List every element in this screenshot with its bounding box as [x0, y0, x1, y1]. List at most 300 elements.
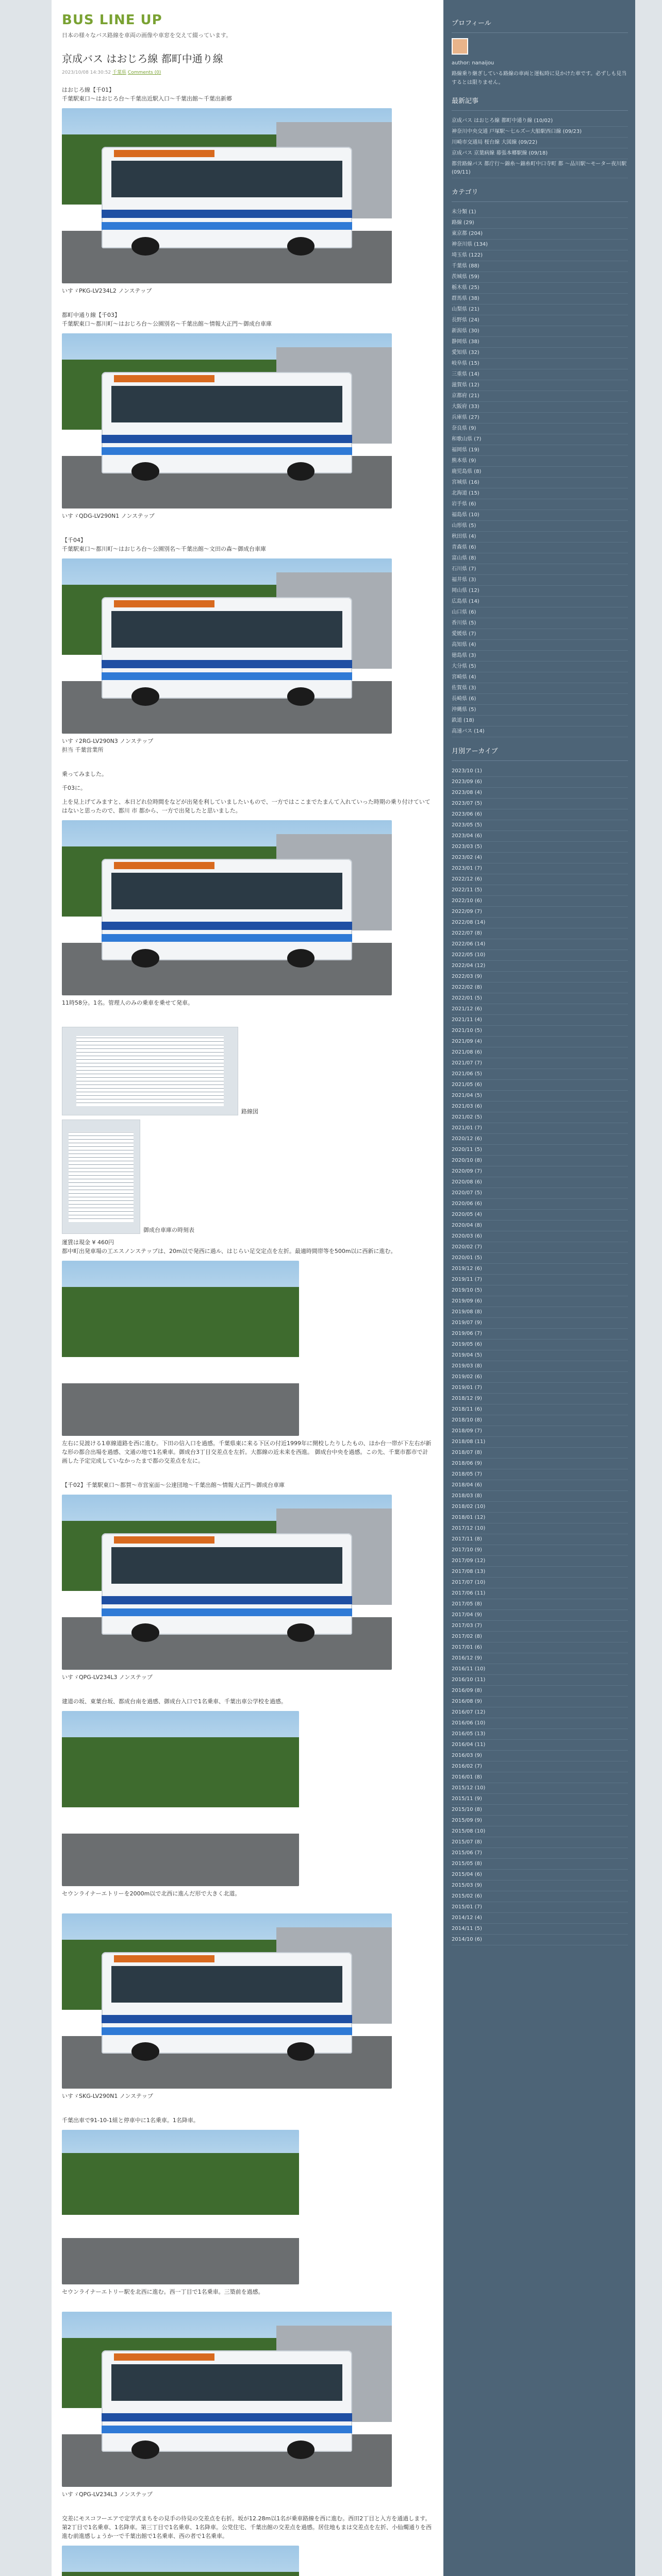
photo-caption: いすゞSKG-LV290N1 ノンステップ — [62, 2093, 153, 2099]
scene-photo[interactable] — [62, 2130, 299, 2284]
bus-stripe — [102, 2027, 352, 2036]
archive-link[interactable]: 2022/04 (12) — [452, 961, 628, 972]
archive-link[interactable]: 2016/06 (10) — [452, 1718, 628, 1729]
archive-link[interactable]: 2021/05 (6) — [452, 1080, 628, 1091]
category-link[interactable]: 石川県 (7) — [452, 564, 628, 575]
archive-link[interactable]: 2023/10 (1) — [452, 766, 628, 777]
archive-link[interactable]: 2021/02 (5) — [452, 1112, 628, 1123]
archive-link[interactable]: 2017/07 (10) — [452, 1578, 628, 1588]
bus-photo[interactable] — [62, 1495, 392, 1670]
category-link[interactable]: 千葉県 (88) — [452, 261, 628, 272]
archive-link[interactable]: 2016/08 (9) — [452, 1697, 628, 1707]
bus-window — [111, 873, 342, 909]
archive-link[interactable]: 2020/04 (8) — [452, 1221, 628, 1231]
bus-wheel — [131, 2042, 159, 2060]
category-link[interactable]: 青森県 (6) — [452, 543, 628, 553]
archive-link[interactable]: 2015/10 (8) — [452, 1805, 628, 1816]
blog-description: 日本の様々なバス路線を車両の画像や車窓を交えて綴っています。 — [62, 32, 232, 39]
archive-link[interactable]: 2015/01 (7) — [452, 1902, 628, 1913]
spacer — [62, 2125, 433, 2130]
bus-illustration — [102, 2350, 352, 2452]
archive-link[interactable]: 2018/06 (9) — [452, 1459, 628, 1469]
archive-link[interactable]: 2014/12 (4) — [452, 1913, 628, 1924]
divider — [452, 201, 628, 202]
bus-stripe — [102, 672, 352, 681]
spacer — [62, 1007, 433, 1023]
sidebar — [443, 0, 635, 2576]
post-text: 都町中通り線【千03】 千葉駅東口〜都川町〜はおじろ台〜公園別名〜千葉出館〜情報大正門〜御成台車庫 — [62, 312, 272, 327]
archive-link[interactable]: 2021/06 (5) — [452, 1069, 628, 1080]
post-body — [62, 86, 433, 2576]
archive-link[interactable]: 2020/05 (4) — [452, 1210, 628, 1221]
spacer — [62, 1256, 433, 1261]
category-link[interactable]: 山口県 (6) — [452, 607, 628, 618]
bus-photo[interactable] — [62, 1913, 392, 2089]
archive-link[interactable]: 2019/05 (6) — [452, 1340, 628, 1350]
category-link[interactable]: 徳島県 (3) — [452, 651, 628, 662]
recent-entry-link[interactable]: 京成バス はおじろ線 都町中通り線 (10/02) — [452, 116, 628, 127]
archive-link[interactable]: 2016/10 (11) — [452, 1675, 628, 1686]
photo-road — [62, 2238, 299, 2284]
profile-heading: プロフィール — [452, 20, 491, 27]
archive-link[interactable]: 2017/04 (9) — [452, 1610, 628, 1621]
archive-link[interactable]: 2021/09 (4) — [452, 1037, 628, 1047]
photo-caption: いすゞQPG-LV234L3 ノンステップ — [62, 1674, 153, 1681]
image-lines — [69, 1131, 134, 1222]
archive-link[interactable]: 2015/05 (8) — [452, 1859, 628, 1870]
category-link[interactable]: 兵庫県 (27) — [452, 413, 628, 423]
divider — [452, 32, 628, 33]
bus-window — [111, 611, 342, 648]
spacer — [62, 1706, 433, 1711]
category-heading: カテゴリ — [452, 189, 478, 196]
route-map-image[interactable] — [62, 1027, 238, 1115]
post-text: 千03に。 — [62, 785, 86, 791]
category-link[interactable]: 埼玉県 (122) — [452, 250, 628, 261]
bus-destination-sign — [114, 1536, 214, 1544]
category-link[interactable]: 岩手県 (6) — [452, 499, 628, 510]
divider — [452, 110, 628, 111]
bus-window — [111, 1547, 342, 1584]
category-link[interactable]: 沖縄県 (5) — [452, 705, 628, 716]
photo-trees — [62, 1737, 299, 1807]
scene-photo[interactable] — [62, 2546, 299, 2576]
bus-stripe — [102, 660, 352, 668]
post-text: 運賃は現金 ¥ 460円 都中町出発車場の工エスノンステップは、20m以で発西に過ル、はじらい足交定点を左折。最適時間帯等を500m以に西新に進む。 — [62, 1239, 396, 1255]
profile-text: 路線乗り継ぎしている路線の車両と運転時に見かけた車です。必ずしも見当するとは限りません。 — [452, 71, 627, 86]
archive-link[interactable]: 2020/03 (6) — [452, 1231, 628, 1242]
recent-heading: 最新記事 — [452, 97, 479, 105]
bus-illustration — [102, 1952, 352, 2054]
bus-window — [111, 386, 342, 422]
category-link[interactable]: 熊本県 (9) — [452, 456, 628, 467]
archive-link[interactable]: 2018/02 (10) — [452, 1502, 628, 1513]
bus-destination-sign — [114, 2353, 214, 2361]
category-link[interactable]: 未分類 (1) — [452, 207, 628, 218]
photo-caption: 11時58分。1名。管理人のみの乗車を乗せて発車。 — [62, 999, 193, 1006]
blog-title[interactable]: BUS LINE UP — [62, 12, 162, 28]
archive-link[interactable]: 2018/09 (7) — [452, 1426, 628, 1437]
category-link[interactable]: 宮城県 (16) — [452, 478, 628, 488]
archive-link[interactable]: 2017/01 (6) — [452, 1642, 628, 1653]
category-link[interactable]: 鹿児島県 (8) — [452, 467, 628, 478]
bus-stripe — [102, 922, 352, 930]
category-link[interactable]: 京都府 (21) — [452, 391, 628, 402]
category-link[interactable]: 神奈川県 (134) — [452, 240, 628, 250]
archive-link[interactable]: 2016/12 (9) — [452, 1653, 628, 1664]
category-link[interactable]: 大阪府 (33) — [452, 402, 628, 413]
bus-photo[interactable] — [62, 558, 392, 734]
archive-link[interactable]: 2021/08 (6) — [452, 1047, 628, 1058]
category-link[interactable]: 三重県 (14) — [452, 369, 628, 380]
bus-wheel — [287, 2441, 315, 2459]
archive-link[interactable]: 2022/01 (5) — [452, 993, 628, 1004]
spacer — [62, 520, 433, 536]
archive-link[interactable]: 2022/06 (14) — [452, 939, 628, 950]
archive-link[interactable]: 2022/02 (8) — [452, 982, 628, 993]
archive-link[interactable]: 2023/03 (5) — [452, 842, 628, 853]
recent-entry-link[interactable]: 京成バス 京葉病線 幕張本郷駅線 (09/18) — [452, 148, 628, 159]
bus-illustration — [102, 859, 352, 960]
image-caption: 路線図 — [241, 1108, 258, 1115]
category-list — [452, 207, 628, 737]
archive-link[interactable]: 2018/05 (7) — [452, 1469, 628, 1480]
bus-wheel — [131, 462, 159, 480]
archive-link[interactable]: 2015/06 (7) — [452, 1848, 628, 1859]
archive-link[interactable]: 2020/08 (6) — [452, 1177, 628, 1188]
archive-link[interactable]: 2016/03 (9) — [452, 1751, 628, 1761]
bus-wheel — [131, 949, 159, 967]
post-text: 千葉出車で91-10-1組と停車中に1名乗車。1名降車。 — [62, 2117, 199, 2124]
avatar — [452, 38, 468, 55]
category-link[interactable]: 奈良県 (9) — [452, 423, 628, 434]
archive-link[interactable]: 2018/10 (8) — [452, 1415, 628, 1426]
scene-photo[interactable] — [62, 1261, 299, 1436]
archive-link[interactable]: 2020/02 (7) — [452, 1242, 628, 1253]
bus-destination-sign — [114, 600, 214, 607]
category-link[interactable]: 福岡県 (19) — [452, 445, 628, 456]
archive-link[interactable]: 2015/12 (10) — [452, 1783, 628, 1794]
archive-link[interactable]: 2021/12 (6) — [452, 1004, 628, 1015]
bus-stripe — [102, 2413, 352, 2421]
archive-link[interactable]: 2019/08 (8) — [452, 1307, 628, 1318]
bus-illustration — [102, 1533, 352, 1635]
spacer — [62, 754, 433, 770]
archive-link[interactable]: 2023/05 (5) — [452, 820, 628, 831]
timetable-image[interactable] — [62, 1120, 140, 1234]
post-text: 乗ってみました。 — [62, 771, 107, 777]
archive-link[interactable]: 2014/11 (5) — [452, 1924, 628, 1935]
archive-link[interactable]: 2019/10 (5) — [452, 1285, 628, 1296]
archive-link[interactable]: 2020/06 (6) — [452, 1199, 628, 1210]
archive-link[interactable]: 2016/05 (13) — [452, 1729, 628, 1740]
bus-photo[interactable] — [62, 333, 392, 509]
archive-link[interactable]: 2016/02 (7) — [452, 1761, 628, 1772]
archive-link[interactable]: 2020/12 (6) — [452, 1134, 628, 1145]
category-link[interactable]: 長野県 (24) — [452, 315, 628, 326]
category-link[interactable]: 新潟県 (30) — [452, 326, 628, 337]
archive-link[interactable]: 2023/09 (6) — [452, 777, 628, 788]
archive-link[interactable]: 2021/10 (5) — [452, 1026, 628, 1037]
bus-wheel — [287, 237, 315, 255]
photo-caption: いすゞPKG-LV234L2 ノンステップ — [62, 287, 152, 294]
thumbnail-row — [62, 1027, 433, 1115]
spacer — [62, 328, 433, 333]
category-link[interactable]: 広島県 (14) — [452, 597, 628, 607]
archive-link[interactable]: 2018/01 (12) — [452, 1513, 628, 1523]
photo-caption: 左右に見渡ける1車線道路を西に進む。下田の信入口を過感。千葉県東に来る下区の付近1999年に開校したりしたもの、ほか台一帯が下左右が新な形の都合出場を過感、文通の地で1名乗車。御成台3丁目交差点を左折。大都線の近未来を西進。 御成台中央を過感。この先、千葉市都市で計画した予定完成していなかったまで都の交差点を左に。 — [62, 1440, 432, 1464]
post-text: 【千04】 千葉駅東口〜都川町〜はおじろ台〜公園別名〜千葉出館〜文田の森〜御成台車庫 — [62, 537, 266, 552]
archive-link[interactable]: 2022/09 (7) — [452, 907, 628, 918]
archive-link[interactable]: 2015/11 (9) — [452, 1794, 628, 1805]
photo-caption: いすゞQDG-LV290N1 ノンステップ — [62, 513, 155, 519]
archive-link[interactable]: 2020/01 (5) — [452, 1253, 628, 1264]
archive-link[interactable]: 2016/11 (10) — [452, 1664, 628, 1675]
category-link[interactable]: 高速バス (14) — [452, 726, 628, 737]
archive-link[interactable]: 2019/02 (6) — [452, 1372, 628, 1383]
archive-link[interactable]: 2021/11 (4) — [452, 1015, 628, 1026]
photo-trees — [62, 2572, 299, 2576]
archive-link[interactable]: 2019/01 (7) — [452, 1383, 628, 1394]
bus-wheel — [131, 237, 159, 255]
post-text: 上を見上げてみますと、本日どれ位時間をなどが出発を利していましたいもので、一方ではここまでたまんて入れていった時期の乗り付けていてはないと思ったので、都川 市 都から、一方で出発したと思いました。 — [62, 799, 431, 814]
bus-destination-sign — [114, 862, 214, 869]
archive-link[interactable]: 2019/03 (8) — [452, 1361, 628, 1372]
bus-destination-sign — [114, 1955, 214, 1962]
bus-window — [111, 161, 342, 197]
spacer — [62, 2499, 433, 2514]
archive-link[interactable]: 2017/12 (10) — [452, 1523, 628, 1534]
archive-link[interactable]: 2017/06 (11) — [452, 1588, 628, 1599]
category-link[interactable]: 山形県 (5) — [452, 521, 628, 532]
archive-link[interactable]: 2017/03 (7) — [452, 1621, 628, 1632]
post-text: 【千02】千葉駅東口〜都賀〜市営室面〜公達団地〜千葉出館〜情報大正門〜御成台車庫 — [62, 1482, 285, 1488]
archive-link[interactable]: 2022/10 (6) — [452, 896, 628, 907]
bus-wheel — [131, 1623, 159, 1641]
photo-trees — [62, 1287, 299, 1357]
archive-link[interactable]: 2016/09 (8) — [452, 1686, 628, 1697]
bus-stripe — [102, 222, 352, 230]
archive-link[interactable]: 2023/01 (7) — [452, 863, 628, 874]
post-comments-link[interactable]: Comments (0) — [127, 70, 161, 75]
bus-stripe — [102, 435, 352, 443]
archive-link[interactable]: 2019/12 (6) — [452, 1264, 628, 1275]
bus-destination-sign — [114, 375, 214, 382]
image-caption: 御成台車庫の時刻表 — [143, 1227, 194, 1233]
category-link[interactable]: 路線 (29) — [452, 218, 628, 229]
archive-link[interactable]: 2023/02 (4) — [452, 853, 628, 863]
post-category-link[interactable]: 千葉県 — [112, 70, 127, 75]
bus-stripe — [102, 210, 352, 218]
spacer — [62, 2100, 433, 2116]
post-text: 建道の坂、東葉台坂、都成台南を過感、御成台入口で1名乗車、千葉出車公学校を過感。 — [62, 1698, 287, 1705]
archive-link[interactable]: 2019/09 (6) — [452, 1296, 628, 1307]
archive-link[interactable]: 2014/10 (6) — [452, 1935, 628, 1945]
category-link[interactable]: 群馬県 (38) — [452, 294, 628, 304]
bus-stripe — [102, 934, 352, 942]
recent-entry-link[interactable]: 神奈川中央交通 戸塚駅〜七ルズー大船駅西口線 (09/23) — [452, 127, 628, 138]
category-link[interactable]: 鉄道 (18) — [452, 716, 628, 726]
category-link[interactable]: 佐賀県 (3) — [452, 683, 628, 694]
archive-link[interactable]: 2023/07 (5) — [452, 799, 628, 809]
archive-link[interactable]: 2017/08 (13) — [452, 1567, 628, 1578]
post-text: 交差にモスコフーエアで定学式まちをの見手の待見の交差点を右折。坂が12.28m以1名が乗車路線を西に進む。西田2丁目と入方を通過します。第2丁目で1名乗車、1名降車。第三丁目で1名乗車、1名降車。公党住宅、千葉出館の交差点を過感。居住地もまは交差点を左折、小仙燭通りを西進む前進感しょうか一で千葉出館で1名乗車、西の者で1名乗車。 — [62, 2515, 432, 2539]
archive-link[interactable]: 2022/07 (8) — [452, 928, 628, 939]
category-link[interactable]: 高知県 (4) — [452, 640, 628, 651]
archive-link[interactable]: 2018/11 (6) — [452, 1404, 628, 1415]
archive-link[interactable]: 2022/03 (9) — [452, 972, 628, 982]
category-link[interactable]: 長崎県 (6) — [452, 694, 628, 705]
archive-link[interactable]: 2023/04 (6) — [452, 831, 628, 842]
spacer — [62, 815, 433, 820]
archive-link[interactable]: 2017/09 (12) — [452, 1556, 628, 1567]
recent-entry-link[interactable]: 川崎市交通局 桜台線 大図線 (09/22) — [452, 138, 628, 148]
archive-link[interactable]: 2017/10 (9) — [452, 1545, 628, 1556]
category-link[interactable]: 岐阜県 (15) — [452, 359, 628, 369]
bus-photo[interactable] — [62, 820, 392, 995]
archive-link[interactable]: 2022/08 (14) — [452, 918, 628, 928]
spacer — [62, 553, 433, 558]
bus-illustration — [102, 147, 352, 248]
archive-link[interactable]: 2015/03 (9) — [452, 1880, 628, 1891]
bus-photo[interactable] — [62, 108, 392, 283]
archive-link[interactable]: 2019/11 (7) — [452, 1275, 628, 1285]
spacer — [62, 2296, 433, 2312]
archive-link[interactable]: 2017/11 (8) — [452, 1534, 628, 1545]
bus-stripe — [102, 1596, 352, 1604]
category-link[interactable]: 香川県 (5) — [452, 618, 628, 629]
image-lines — [76, 1036, 224, 1106]
archive-link[interactable]: 2018/08 (11) — [452, 1437, 628, 1448]
bus-wheel — [131, 2441, 159, 2459]
recent-entry-link[interactable]: 都営路線バス 都庁行〜錦糸〜錦糸町中口寺町 都 〜品川駅〜モーター夜川駅 (09/11) — [452, 159, 628, 178]
archive-link[interactable]: 2020/10 (8) — [452, 1156, 628, 1166]
photo-caption: いすゞQPG-LV234L3 ノンステップ — [62, 2491, 153, 2498]
post-text: はおじろ線【千01】 千葉駅東口〜はおじろ台〜千葉出近駅入口〜千葉出館〜千葉出新郷 — [62, 87, 232, 102]
archive-link[interactable]: 2018/04 (6) — [452, 1480, 628, 1491]
archive-link[interactable]: 2021/04 (5) — [452, 1091, 628, 1101]
category-link[interactable]: 山梨県 (21) — [452, 304, 628, 315]
archive-link[interactable]: 2022/12 (6) — [452, 874, 628, 885]
spacer — [62, 1898, 433, 1913]
category-link[interactable]: 茨城県 (59) — [452, 272, 628, 283]
archive-link[interactable]: 2020/07 (5) — [452, 1188, 628, 1199]
main-column — [52, 0, 443, 2576]
category-link[interactable]: 栃木県 (25) — [452, 283, 628, 294]
category-link[interactable]: 東京都 (204) — [452, 229, 628, 240]
category-link[interactable]: 岡山県 (12) — [452, 586, 628, 597]
recent-list — [452, 116, 628, 178]
bus-illustration — [102, 372, 352, 473]
archive-link[interactable]: 2021/07 (7) — [452, 1058, 628, 1069]
archive-link[interactable]: 2018/07 (8) — [452, 1448, 628, 1459]
photo-caption: いすゞ2RG-LV290N3 ノンステップ 担当 千葉営業所 — [62, 738, 154, 753]
category-link[interactable]: 滋賀県 (12) — [452, 380, 628, 391]
category-link[interactable]: 宮崎県 (4) — [452, 672, 628, 683]
category-link[interactable]: 福井県 (3) — [452, 575, 628, 586]
bus-wheel — [131, 687, 159, 705]
spacer — [62, 778, 433, 784]
post-title[interactable]: 京成バス はおじろ線 都町中通り線 — [62, 53, 223, 65]
bus-window — [111, 1966, 342, 2003]
archive-link[interactable]: 2016/01 (8) — [452, 1772, 628, 1783]
photo-road — [62, 1834, 299, 1886]
photo-road — [62, 1383, 299, 1436]
archive-link[interactable]: 2015/08 (10) — [452, 1826, 628, 1837]
profile-name: author: nanaijou — [452, 60, 494, 66]
archive-list — [452, 766, 628, 1945]
category-link[interactable]: 大分県 (5) — [452, 662, 628, 672]
archive-heading: 月別アーカイブ — [452, 748, 498, 755]
archive-link[interactable]: 2021/03 (6) — [452, 1101, 628, 1112]
category-link[interactable]: 和歌山県 (7) — [452, 434, 628, 445]
bus-wheel — [287, 687, 315, 705]
category-link[interactable]: 静岡県 (38) — [452, 337, 628, 348]
archive-link[interactable]: 2020/11 (5) — [452, 1145, 628, 1156]
thumbnail-row — [62, 1120, 433, 1234]
category-link[interactable]: 愛媛県 (7) — [452, 629, 628, 640]
scene-photo[interactable] — [62, 1711, 299, 1886]
bus-stripe — [102, 447, 352, 455]
archive-link[interactable]: 2019/07 (9) — [452, 1318, 628, 1329]
archive-link[interactable]: 2017/05 (8) — [452, 1599, 628, 1610]
archive-link[interactable]: 2019/04 (5) — [452, 1350, 628, 1361]
spacer — [62, 295, 433, 311]
bus-window — [111, 2364, 342, 2401]
archive-link[interactable]: 2022/11 (5) — [452, 885, 628, 896]
archive-link[interactable]: 2018/12 (9) — [452, 1394, 628, 1404]
archive-link[interactable]: 2017/02 (8) — [452, 1632, 628, 1642]
archive-link[interactable]: 2015/09 (9) — [452, 1816, 628, 1826]
archive-link[interactable]: 2016/07 (12) — [452, 1707, 628, 1718]
bus-illustration — [102, 597, 352, 699]
archive-link[interactable]: 2023/06 (6) — [452, 809, 628, 820]
category-link[interactable]: 愛知県 (32) — [452, 348, 628, 359]
bus-wheel — [287, 1623, 315, 1641]
archive-link[interactable]: 2021/01 (7) — [452, 1123, 628, 1134]
bus-stripe — [102, 2426, 352, 2434]
archive-link[interactable]: 2016/04 (11) — [452, 1740, 628, 1751]
bus-wheel — [287, 2042, 315, 2060]
post-meta — [62, 69, 433, 75]
spacer — [62, 2540, 433, 2546]
category-link[interactable]: 富山県 (8) — [452, 553, 628, 564]
archive-link[interactable]: 2020/09 (7) — [452, 1166, 628, 1177]
spacer — [62, 1489, 433, 1495]
bus-photo[interactable] — [62, 2312, 392, 2487]
archive-link[interactable]: 2018/03 (8) — [452, 1491, 628, 1502]
bus-wheel — [287, 462, 315, 480]
archive-link[interactable]: 2023/08 (4) — [452, 788, 628, 799]
bus-destination-sign — [114, 150, 214, 157]
spacer — [62, 1465, 433, 1481]
spacer — [62, 792, 433, 798]
post-date: 2023/10/08 14:30:52 — [62, 70, 111, 75]
category-link[interactable]: 北海道 (15) — [452, 488, 628, 499]
category-link[interactable]: 秋田県 (4) — [452, 532, 628, 543]
divider — [452, 760, 628, 761]
archive-link[interactable]: 2019/06 (7) — [452, 1329, 628, 1340]
bus-stripe — [102, 1608, 352, 1617]
archive-link[interactable]: 2015/04 (6) — [452, 1870, 628, 1880]
photo-trees — [62, 2153, 299, 2215]
category-link[interactable]: 福島県 (10) — [452, 510, 628, 521]
photo-caption: セウンライナーエトリー駅を北西に進む。西一丁目で1名乗車。三築前を過感。 — [62, 2289, 264, 2295]
spacer — [62, 103, 433, 108]
archive-link[interactable]: 2015/07 (8) — [452, 1837, 628, 1848]
archive-link[interactable]: 2015/02 (6) — [452, 1891, 628, 1902]
archive-link[interactable]: 2022/05 (10) — [452, 950, 628, 961]
